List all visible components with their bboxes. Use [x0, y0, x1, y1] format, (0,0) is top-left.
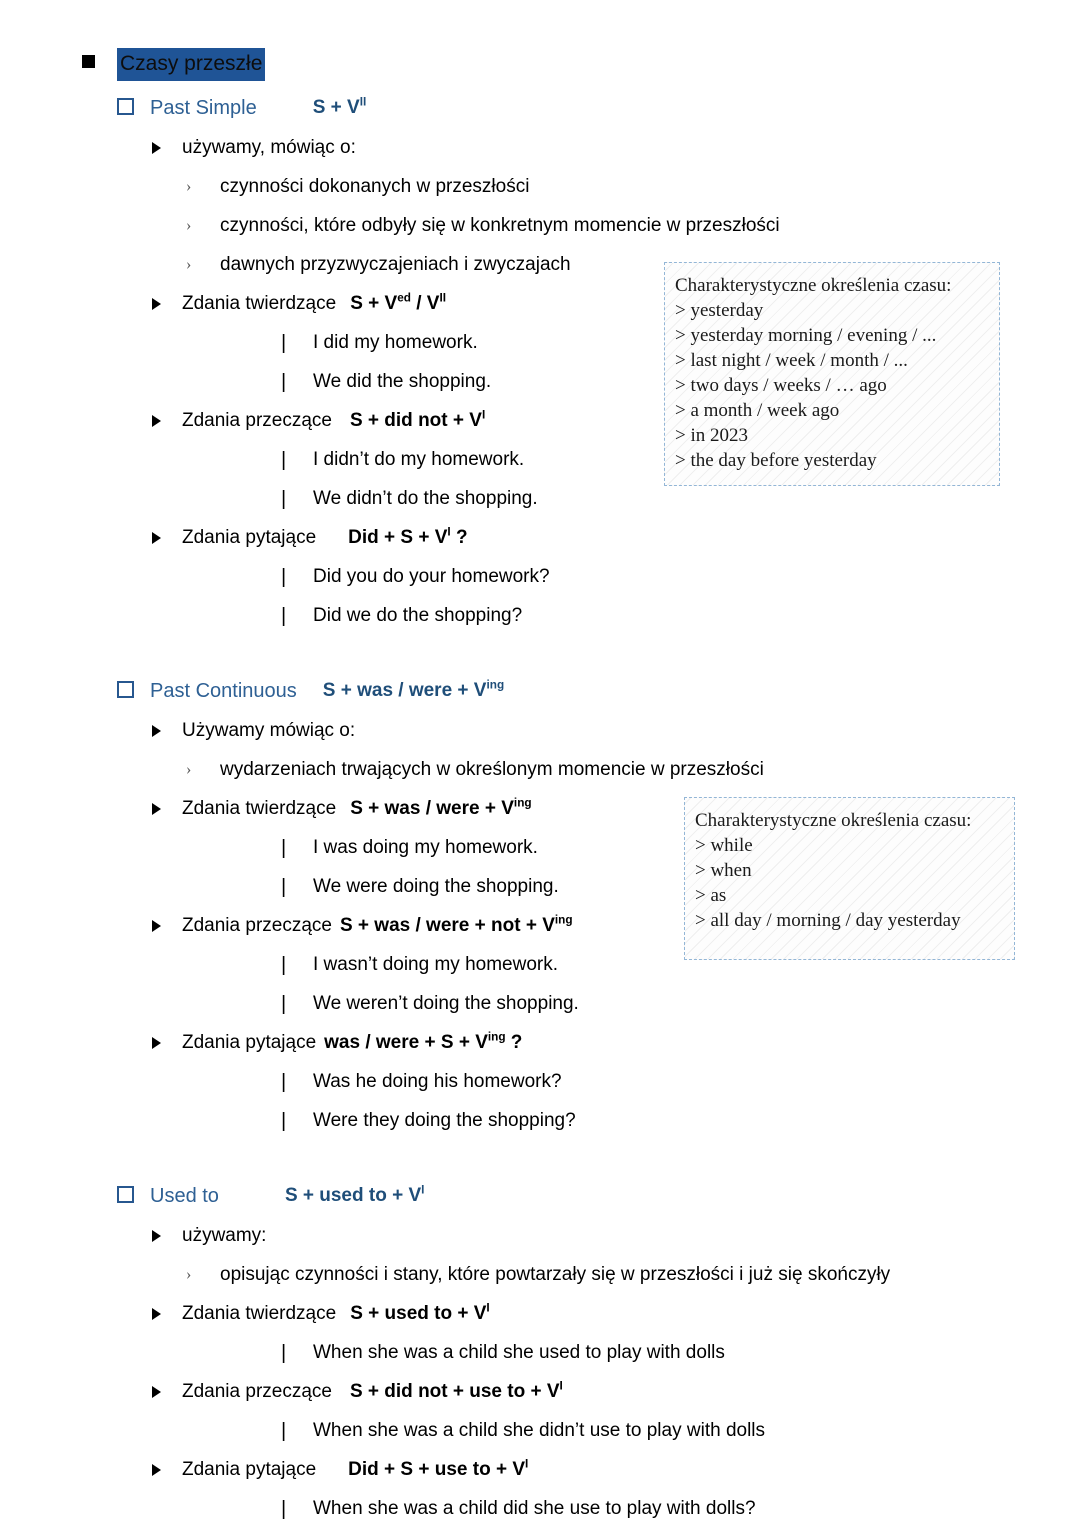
example-sentence: When she was a child she used to play with dolls: [313, 1342, 725, 1363]
example-sentence: I was doing my homework.: [313, 837, 538, 858]
bullet-label: Zdania pytające: [182, 527, 317, 548]
callout-item: > while: [695, 835, 753, 856]
bullet-label: Używamy mówiąc o:: [182, 720, 356, 741]
bullet-label: Zdania pytające: [182, 1032, 317, 1053]
callout-item: > the day before yesterday: [675, 450, 877, 471]
section-heading-used-to: [0, 1181, 1080, 1211]
sub-bullet-label: dawnych przyzwyczajeniach i zwyczajach: [220, 254, 571, 275]
chevron-bullet-icon: ›: [186, 217, 192, 234]
bullet-formula: $S + V^{ed} / V^{II}$: [350, 291, 446, 314]
sub-bullet-item: [0, 212, 1080, 240]
callout-item: > as: [695, 885, 727, 906]
example-sentence: We didn’t do the shopping.: [313, 488, 538, 509]
bullet-formula: Did + $S + V^I$ ?: [348, 525, 468, 548]
vertical-bar-bullet-icon: |: [281, 876, 287, 898]
triangle-bullet-icon: [152, 1456, 182, 1484]
section-heading-past-continuous: [0, 676, 1080, 706]
callout-item: > last night / week / month / ...: [675, 350, 908, 371]
section-title: Past Continuous: [150, 680, 297, 702]
vertical-bar-bullet-icon: |: [281, 1110, 287, 1132]
callout-item: > all day / morning / day yesterday: [695, 910, 961, 931]
triangle-bullet-icon: [152, 134, 182, 162]
section-formula: S + was / were + $V^{ing}$: [322, 678, 505, 701]
example-sentence: We weren’t doing the shopping.: [313, 993, 579, 1014]
bullet-label: używamy, mówiąc o:: [182, 137, 356, 158]
vertical-bar-bullet-icon: |: [281, 837, 287, 859]
example-sentence: I wasn’t doing my homework.: [313, 954, 558, 975]
example-sentence: Was he doing his homework?: [313, 1071, 562, 1092]
bullet-formula: was / were + $S + V^{ing}$ ?: [324, 1030, 523, 1053]
example-sentence: I didn’t do my homework.: [313, 449, 525, 470]
bullet-label: Zdania przeczące: [182, 1381, 332, 1402]
example-sentence-row: [0, 990, 1080, 1018]
sub-bullet-item: [0, 1261, 1080, 1289]
example-sentence-row: [0, 563, 1080, 591]
bullet-formula: S + was / were + $V^{ing}$: [350, 796, 532, 819]
vertical-bar-bullet-icon: |: [281, 332, 287, 354]
callout-item: > when: [695, 860, 752, 881]
bullet-formula: Did + S + use to + $V^I$: [348, 1457, 529, 1480]
triangle-bullet-icon: [152, 407, 182, 435]
example-sentence: We did the shopping.: [313, 371, 492, 392]
checkbox-bullet-icon: [117, 676, 150, 706]
vertical-bar-bullet-icon: |: [281, 566, 287, 588]
document-heading-row: [0, 0, 1080, 81]
chevron-bullet-icon: ›: [186, 256, 192, 273]
bullet-label: Zdania twierdzące: [182, 798, 337, 819]
bullet-label: Zdania przeczące: [182, 915, 332, 936]
bullet-uzywamy: [0, 134, 1080, 162]
callout-item: > a month / week ago: [675, 400, 840, 421]
bullet-formula: S + did not + $V^I$: [349, 408, 486, 431]
bullet-pytajace: [0, 1029, 1080, 1057]
example-sentence: When she was a child did she use to play with dolls?: [313, 1498, 756, 1519]
triangle-bullet-icon: [152, 717, 182, 745]
bullet-przeczace: [0, 1378, 1080, 1406]
example-sentence: I did my homework.: [313, 332, 478, 353]
vertical-bar-bullet-icon: |: [281, 1420, 287, 1442]
bullet-formula: S + did not + use to + $V^I$: [349, 1379, 563, 1402]
example-sentence: Were they doing the shopping?: [313, 1110, 576, 1131]
triangle-bullet-icon: [152, 290, 182, 318]
vertical-bar-bullet-icon: |: [281, 371, 287, 393]
section-formula: S + used to + $V^I$: [284, 1183, 425, 1206]
callout-item: > yesterday: [675, 300, 764, 321]
vertical-bar-bullet-icon: |: [281, 1498, 287, 1520]
vertical-bar-bullet-icon: |: [281, 993, 287, 1015]
sub-bullet-item: [0, 173, 1080, 201]
example-sentence-row: [0, 1339, 1080, 1367]
vertical-bar-bullet-icon: |: [281, 1342, 287, 1364]
bullet-label: Zdania twierdzące: [182, 293, 337, 314]
triangle-bullet-icon: [152, 795, 182, 823]
bullet-formula: S + used to + $V^I$: [350, 1301, 490, 1324]
bullet-label: Zdania przeczące: [182, 410, 332, 431]
callout-title: Charakterystyczne określenia czasu:: [675, 275, 952, 296]
vertical-bar-bullet-icon: |: [281, 449, 287, 471]
bullet-label: Zdania twierdzące: [182, 1303, 337, 1324]
example-sentence-row: [0, 1107, 1080, 1135]
example-sentence: We were doing the shopping.: [313, 876, 559, 897]
sub-bullet-label: czynności, które odbyły się w konkretnym momencie w przeszłości: [220, 215, 780, 236]
example-sentence-row: [0, 602, 1080, 630]
callout-item: > in 2023: [675, 425, 748, 446]
section-formula: $S + V^{II}$: [312, 95, 367, 118]
callout-item: > two days / weeks / … ago: [675, 375, 887, 396]
triangle-bullet-icon: [152, 1222, 182, 1250]
example-sentence-row: [0, 1417, 1080, 1445]
bullet-pytajace: [0, 1456, 1080, 1484]
example-sentence: When she was a child she didn’t use to play with dolls: [313, 1420, 766, 1441]
example-sentence-row: [0, 1495, 1080, 1523]
triangle-bullet-icon: [152, 1300, 182, 1328]
vertical-bar-bullet-icon: |: [281, 954, 287, 976]
sub-bullet-label: wydarzeniach trwających w określonym momencie w przeszłości: [220, 759, 764, 780]
callout-item: > yesterday morning / evening / ...: [675, 325, 937, 346]
example-sentence: Did you do your homework?: [313, 566, 550, 587]
checkbox-bullet-icon: [117, 93, 150, 123]
vertical-bar-bullet-icon: |: [281, 488, 287, 510]
callout-title: Charakterystyczne określenia czasu:: [695, 810, 972, 831]
black-square-bullet-icon: [82, 48, 117, 78]
triangle-bullet-icon: [152, 912, 182, 940]
vertical-bar-bullet-icon: |: [281, 1071, 287, 1093]
bullet-label: Zdania pytające: [182, 1459, 317, 1480]
example-sentence: Did we do the shopping?: [313, 605, 523, 626]
example-sentence-row: [0, 1068, 1080, 1096]
time-expressions-callout-past-simple: [664, 262, 1000, 486]
section-title: Used to: [150, 1185, 219, 1207]
example-sentence-row: [0, 485, 1080, 513]
page-title: Czasy przeszłe: [117, 48, 265, 81]
section-title: Past Simple: [150, 97, 257, 119]
triangle-bullet-icon: [152, 524, 182, 552]
bullet-twierdzace: [0, 1300, 1080, 1328]
time-expressions-callout-past-continuous: [684, 797, 1015, 960]
checkbox-bullet-icon: [117, 1181, 150, 1211]
sub-bullet-label: opisując czynności i stany, które powtarzały się w przeszłości i już się skończyły: [220, 1264, 891, 1285]
bullet-pytajace: [0, 524, 1080, 552]
bullet-uzywamy: [0, 717, 1080, 745]
sub-bullet-label: czynności dokonanych w przeszłości: [220, 176, 530, 197]
sub-bullet-item: [0, 756, 1080, 784]
chevron-bullet-icon: ›: [186, 1266, 192, 1283]
bullet-formula: S + was / were + not + $V^{ing}$: [339, 913, 573, 936]
vertical-bar-bullet-icon: |: [281, 605, 287, 627]
chevron-bullet-icon: ›: [186, 761, 192, 778]
triangle-bullet-icon: [152, 1378, 182, 1406]
chevron-bullet-icon: ›: [186, 178, 192, 195]
triangle-bullet-icon: [152, 1029, 182, 1057]
bullet-label: używamy:: [182, 1225, 267, 1246]
bullet-uzywamy: [0, 1222, 1080, 1250]
section-heading-past-simple: [0, 93, 1080, 123]
